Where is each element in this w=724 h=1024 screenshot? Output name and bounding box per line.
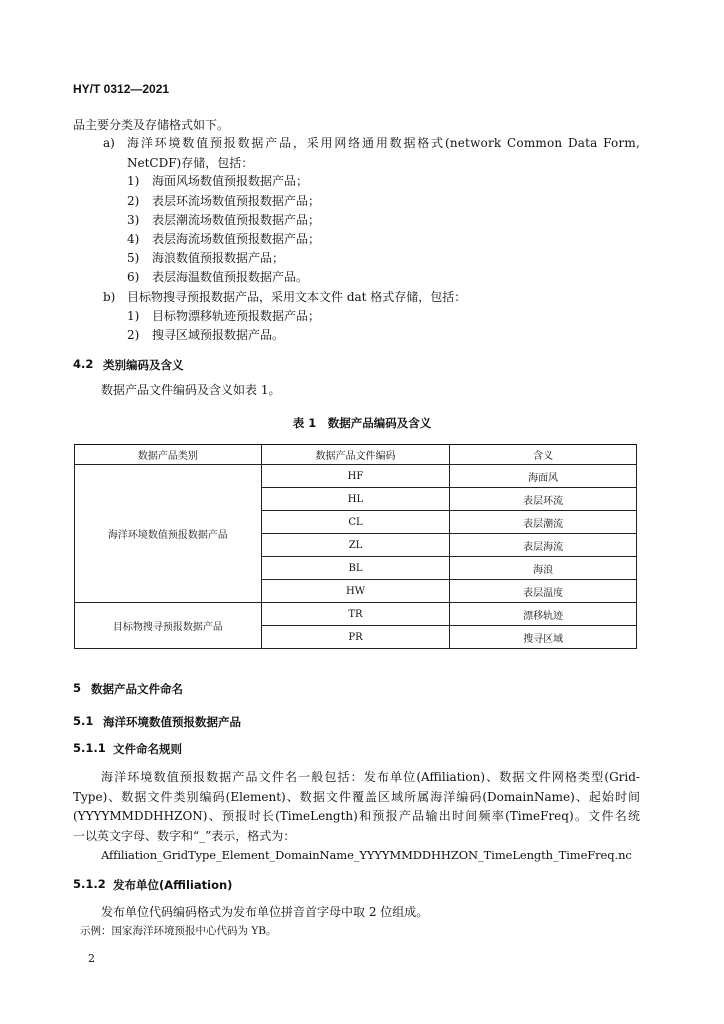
- code-cell: CL: [261, 511, 450, 534]
- paragraph-line: Type)、数据文件类别编码(Element)、数据文件覆盖区域所属海洋编码(DomainName)、起始时间: [73, 790, 640, 804]
- meaning-cell: 海面风: [450, 465, 637, 488]
- category-cell: 海洋环境数值预报数据产品: [75, 465, 262, 603]
- section-number: 5.1: [73, 714, 94, 728]
- table-row: [75, 603, 637, 626]
- example-note: 示例：国家海洋环境预报中心代码为 YB。: [80, 925, 277, 937]
- list-item-a-label: a): [103, 136, 115, 150]
- meaning-cell: 表层潮流: [450, 511, 637, 534]
- section-body: 数据产品文件编码及含义如表 1。: [101, 383, 281, 397]
- code-cell: TR: [261, 603, 450, 626]
- page-number: 2: [88, 952, 95, 965]
- table-header-cell: 数据产品文件编码: [261, 445, 450, 465]
- sub-item-text: 表层潮流场数值预报数据产品；: [152, 213, 321, 227]
- section-body: 发布单位代码编码格式为发布单位拼音首字母中取 2 位组成。: [101, 905, 429, 919]
- list-item-a-text-cont: NetCDF)存储，包括：: [127, 156, 254, 170]
- paragraph-line: 一以英文字母、数字和“_”表示，格式为：: [73, 829, 296, 843]
- paragraph-line: 海洋环境数值预报数据产品文件名一般包括：发布单位(Affiliation)、数据文件网格类型(Grid-: [101, 770, 640, 784]
- sub-item-text: 表层环流场数值预报数据产品；: [152, 194, 321, 208]
- section-title: 海洋环境数值预报数据产品: [103, 715, 241, 729]
- category-cell: 目标物搜寻预报数据产品: [75, 603, 262, 649]
- section-title: 类别编码及含义: [103, 358, 184, 372]
- sub-item-num: 5): [127, 251, 140, 265]
- sub-item-text: 海面风场数值预报数据产品；: [152, 174, 309, 188]
- table-row: [75, 465, 637, 488]
- filename-format: Affiliation_GridType_Element_DomainName_YYYYMMDDHHZON_TimeLength_TimeFreq.nc: [101, 848, 632, 862]
- table-header-cell: 数据产品类别: [75, 445, 262, 465]
- section-title: 文件命名规则: [113, 742, 182, 756]
- list-item-a-text: 海洋环境数值预报数据产品，采用网络通用数据格式(network Common Data Form,: [127, 136, 640, 150]
- meaning-cell: 表层海流: [450, 534, 637, 557]
- sub-item-num: 3): [127, 213, 140, 227]
- code-cell: ZL: [261, 534, 450, 557]
- meaning-cell: 表层环流: [450, 488, 637, 511]
- list-item-b-text: 目标物搜寻预报数据产品，采用文本文件 dat 格式存储，包括：: [127, 290, 467, 304]
- list-item-b-label: b): [103, 290, 116, 304]
- section-number: 4.2: [73, 357, 94, 371]
- sub-item-num: 4): [127, 232, 140, 246]
- sub-item-text: 表层海流场数值预报数据产品；: [152, 232, 321, 246]
- meaning-cell: 表层温度: [450, 580, 637, 603]
- sub-item-num: 1): [127, 309, 140, 323]
- meaning-cell: 漂移轨迹: [450, 603, 637, 626]
- section-number: 5.1.1: [73, 741, 106, 755]
- code-cell: HW: [261, 580, 450, 603]
- section-number: 5.1.2: [73, 877, 106, 891]
- code-cell: HL: [261, 488, 450, 511]
- table-caption: 表 1 数据产品编码及含义: [292, 416, 432, 430]
- code-cell: BL: [261, 557, 450, 580]
- code-cell: HF: [261, 465, 450, 488]
- code-cell: PR: [261, 626, 450, 649]
- meaning-cell: 搜寻区域: [450, 626, 637, 649]
- sub-item-num: 6): [127, 270, 140, 284]
- sub-item-text: 搜寻区域预报数据产品。: [152, 328, 285, 342]
- paragraph-line: (YYYYMMDDHHZON)、预报时长(TimeLength)和预报产品输出时间频率(TimeFreq)。文件名统: [73, 809, 640, 823]
- sub-item-num: 2): [127, 194, 140, 208]
- table-header-cell: 含义: [450, 445, 637, 465]
- sub-item-text: 表层海温数值预报数据产品。: [152, 270, 309, 284]
- section-title: 发布单位(Affiliation): [113, 878, 233, 892]
- sub-item-num: 1): [127, 174, 140, 188]
- product-code-table: [74, 444, 637, 649]
- document-code: HY/T 0312—2021: [73, 82, 170, 96]
- sub-item-text: 目标物漂移轨迹预报数据产品；: [152, 309, 321, 323]
- meaning-cell: 海浪: [450, 557, 637, 580]
- sub-item-text: 海浪数值预报数据产品；: [152, 251, 285, 265]
- intro-lead: 品主要分类及存储格式如下。: [73, 118, 230, 132]
- section-number: 5: [73, 681, 82, 695]
- sub-item-num: 2): [127, 328, 140, 342]
- section-title: 数据产品文件命名: [91, 682, 183, 696]
